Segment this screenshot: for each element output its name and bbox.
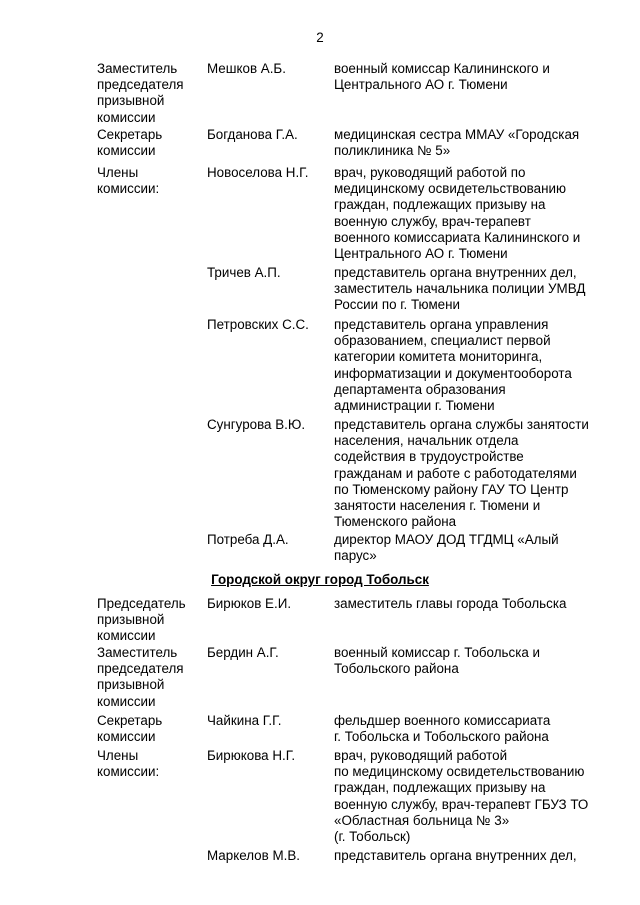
table-row [0, 645, 640, 713]
name-cell: Богданова Г.А. [207, 127, 298, 142]
table-row [0, 317, 640, 417]
name-cell: Мешков А.Б. [207, 61, 286, 76]
name-cell: Бирюкова Н.Г. [207, 748, 296, 763]
section-1-table [0, 61, 640, 568]
role-cell: Секретарь комиссии [97, 713, 163, 745]
table-row [0, 596, 640, 645]
position-cell: военный комиссар Калининского и Центрального АО г. Тюмени [334, 61, 550, 93]
page-number: 2 [316, 30, 324, 45]
role-cell: Члены комиссии: [97, 165, 160, 197]
table-row [0, 265, 640, 317]
table-row [0, 417, 640, 532]
name-cell: Бердин А.Г. [207, 645, 279, 660]
role-cell: Заместитель председателя призывной комиссии [97, 645, 184, 709]
name-cell: Петровских С.С. [207, 317, 309, 332]
table-row [0, 532, 640, 568]
position-cell: заместитель главы города Тобольска [334, 596, 567, 611]
position-cell: военный комиссар г. Тобольска и Тобольского района [334, 645, 540, 677]
position-cell: представитель органа службы занятости населения, начальник отдела содействия в трудоустройстве гражданам и работе с работодателями по Тюменскому району ГАУ ТО Центр занятости населения г. Тюмени и Тюменского района [334, 417, 589, 530]
role-cell: Председатель призывной комиссии [97, 596, 186, 644]
name-cell: Сунгурова В.Ю. [207, 417, 306, 432]
position-cell: фельдшер военного комиссариата г. Тобольска и Тобольского района [334, 713, 551, 745]
name-cell: Маркелов М.В. [207, 848, 300, 863]
section-title: Городской округ город Тобольск [211, 572, 429, 587]
name-cell: Новоселова Н.Г. [207, 165, 309, 180]
name-cell: Чайкина Г.Г. [207, 713, 282, 728]
role-cell: Секретарь комиссии [97, 127, 163, 159]
table-row [0, 713, 640, 748]
role-cell: Заместитель председателя призывной комиссии [97, 61, 184, 125]
name-cell: Тричев А.П. [207, 265, 281, 280]
table-row [0, 61, 640, 127]
name-cell: Бирюков Е.И. [207, 596, 292, 611]
name-cell: Потреба Д.А. [207, 532, 289, 547]
role-cell: Члены комиссии: [97, 748, 160, 780]
position-cell: директор МАОУ ДОД ТГДМЦ «Алый парус» [334, 532, 559, 564]
position-cell: врач, руководящий работой по медицинскому освидетельствованию граждан, подлежащих призыву на военную службу, врач-терапевт ГБУЗ ТО «Областная больница № 3» (г. Тобольск) [334, 748, 589, 845]
position-cell: представитель органа управления образованием, специалист первой категории комитета мониторинга, информатизации и документооборота департамента образования администрации г. Тюмени [334, 317, 572, 414]
table-row [0, 748, 640, 848]
table-row [0, 848, 640, 868]
position-cell: врач, руководящий работой по медицинскому освидетельствованию граждан, подлежащих призыву на военную службу, врач-терапевт военного комиссариата Калининского и Центрального АО г. Тюмени [334, 165, 581, 262]
position-cell: медицинская сестра ММАУ «Городская поликлиника № 5» [334, 127, 580, 159]
table-row [0, 127, 640, 165]
table-row [0, 165, 640, 265]
section-2-table [0, 596, 640, 868]
position-cell: представитель органа внутренних дел, [334, 848, 577, 863]
position-cell: представитель органа внутренних дел, заместитель начальника полиции УМВД России по г. Тюмени [334, 265, 586, 313]
